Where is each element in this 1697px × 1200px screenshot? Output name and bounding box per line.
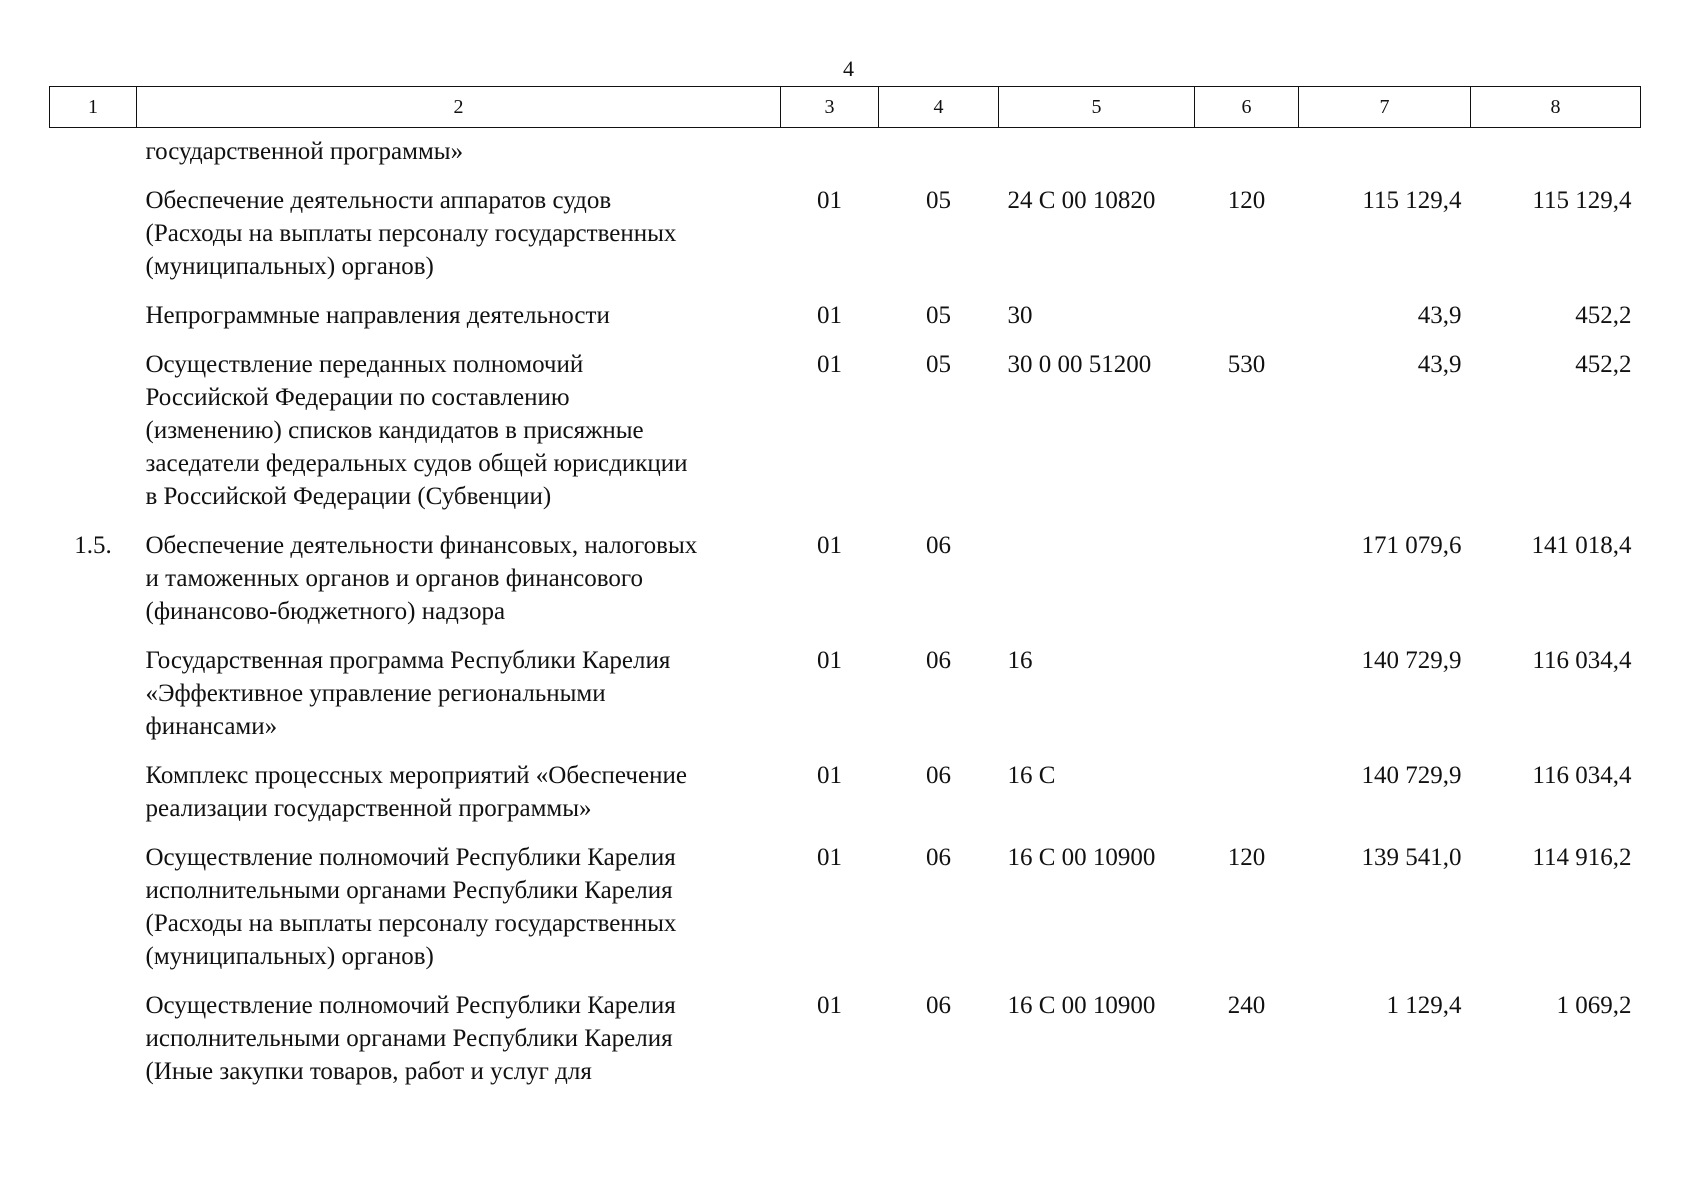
header-row [50,87,1641,128]
row-number [50,128,137,185]
section-code: 01 [817,187,842,214]
description-line: Осуществление полномочий Республики Карелия [145,844,676,871]
row-number [50,989,137,1104]
subsection-code: 06 [926,647,951,674]
target-article-code: 16 С [1007,762,1056,789]
row-number [50,841,137,989]
expense-type-code [1195,128,1299,185]
section-code: 01 [817,762,842,789]
subsection-code: 06 [926,844,951,871]
description-line: Обеспечение деятельности аппаратов судов [145,187,612,214]
amount-col-8: 116 034,4 [1532,762,1632,789]
description-line: исполнительными органами Республики Карелия [145,1025,673,1052]
header-cell-4: 4 [879,87,999,128]
amount-col-7: 140 729,9 [1361,647,1462,674]
expense-type-code [1195,644,1299,759]
header-cell-1: 1 [50,87,137,128]
table-row [50,989,1641,1104]
section-code: 01 [817,532,842,559]
subsection-code: 05 [926,187,951,214]
table-row [50,759,1641,841]
target-article-code [999,529,1195,644]
table-row [50,348,1641,529]
amount-col-8: 115 129,4 [1532,187,1632,214]
description-line: и таможенных органов и органов финансового [145,565,643,592]
section-code: 01 [817,844,842,871]
description-line: Государственная программа Республики Карелия [145,647,671,674]
amount-col-7: 1 129,4 [1386,992,1462,1019]
description-line: (Иные закупки товаров, работ и услуг для [145,1058,592,1085]
row-description [137,644,781,759]
description-line: (муниципальных) органов) [145,253,434,280]
description-line: реализации государственной программы» [145,795,592,822]
target-article-code: 16 С 00 10900 [1007,844,1156,871]
amount-col-8: 452,2 [1575,302,1632,329]
row-description [137,184,781,299]
description-line: (Расходы на выплаты персоналу государственных [145,220,677,247]
row-description [137,759,781,841]
row-number [50,184,137,299]
amount-col-8: 452,2 [1575,351,1632,378]
row-description [137,299,781,348]
description-line: (муниципальных) органов) [145,943,434,970]
amount-col-8: 116 034,4 [1532,647,1632,674]
section-code: 01 [817,647,842,674]
header-cell-7: 7 [1299,87,1471,128]
header-cell-2: 2 [137,87,781,128]
target-article-code: 30 0 00 51200 [1007,351,1152,378]
amount-col-7: 139 541,0 [1361,844,1462,871]
row-description [137,128,781,185]
section-code: 01 [817,351,842,378]
subsection-code: 06 [926,992,951,1019]
section-code: 01 [817,992,842,1019]
row-number [50,644,137,759]
header-cell-5: 5 [999,87,1195,128]
expense-type-code [1195,299,1299,348]
budget-table [49,86,1641,1104]
row-description [137,989,781,1104]
description-line: Осуществление переданных полномочий [145,351,584,378]
row-number [50,299,137,348]
table-row [50,299,1641,348]
description-line: (Расходы на выплаты персоналу государственных [145,910,677,937]
table-row [50,184,1641,299]
amount-col-7: 140 729,9 [1361,762,1462,789]
row-description [137,529,781,644]
amount-col-7: 43,9 [1417,302,1462,329]
row-description [137,841,781,989]
description-line: государственной программы» [145,138,464,165]
description-line: в Российской Федерации (Субвенции) [145,483,552,510]
table-row [50,128,1641,185]
amount-col-8: 114 916,2 [1532,844,1632,871]
description-line: Осуществление полномочий Республики Карелия [145,992,676,1019]
expense-type-code: 530 [1227,351,1266,378]
amount-col-7: 171 079,6 [1361,532,1462,559]
subsection-code [879,128,999,185]
table-row [50,529,1641,644]
table-row [50,644,1641,759]
expense-type-code: 240 [1227,992,1266,1019]
description-line: Российской Федерации по составлению [145,384,570,411]
description-line: Непрограммные направления деятельности [145,302,610,329]
amount-col-7: 43,9 [1417,351,1462,378]
table-row [50,841,1641,989]
amount-col-7: 115 129,4 [1362,187,1462,214]
row-number [50,759,137,841]
expense-type-code: 120 [1227,187,1266,214]
table-body [50,128,1641,1105]
amount-col-8 [1471,128,1641,185]
header-cell-8: 8 [1471,87,1641,128]
subsection-code: 06 [926,532,951,559]
description-line: Обеспечение деятельности финансовых, налоговых [145,532,698,559]
description-line: (финансово-бюджетного) надзора [145,598,506,625]
description-line: Комплекс процессных мероприятий «Обеспечение [145,762,687,789]
section-code [781,128,879,185]
subsection-code: 05 [926,302,951,329]
header-cell-6: 6 [1195,87,1299,128]
section-code: 01 [817,302,842,329]
amount-col-8: 141 018,4 [1531,532,1632,559]
row-description [137,348,781,529]
description-line: заседатели федеральных судов общей юрисдикции [145,450,688,477]
amount-col-8: 1 069,2 [1556,992,1632,1019]
header-cell-3: 3 [781,87,879,128]
amount-col-7 [1299,128,1471,185]
description-line: исполнительными органами Республики Карелия [145,877,673,904]
subsection-code: 05 [926,351,951,378]
target-article-code: 30 [1007,302,1033,329]
row-number: 1.5. [74,532,112,559]
expense-type-code: 120 [1227,844,1266,871]
row-number [50,348,137,529]
target-article-code: 24 С 00 10820 [1007,187,1156,214]
table-header [50,87,1641,128]
expense-type-code [1195,529,1299,644]
target-article-code: 16 С 00 10900 [1007,992,1156,1019]
description-line: (изменению) списков кандидатов в присяжные [145,417,644,444]
subsection-code: 06 [926,762,951,789]
expense-type-code [1195,759,1299,841]
description-line: финансами» [145,713,278,740]
target-article-code [999,128,1195,185]
description-line: «Эффективное управление региональными [145,680,606,707]
page-number: 4 [843,56,854,81]
target-article-code: 16 [1007,647,1033,674]
